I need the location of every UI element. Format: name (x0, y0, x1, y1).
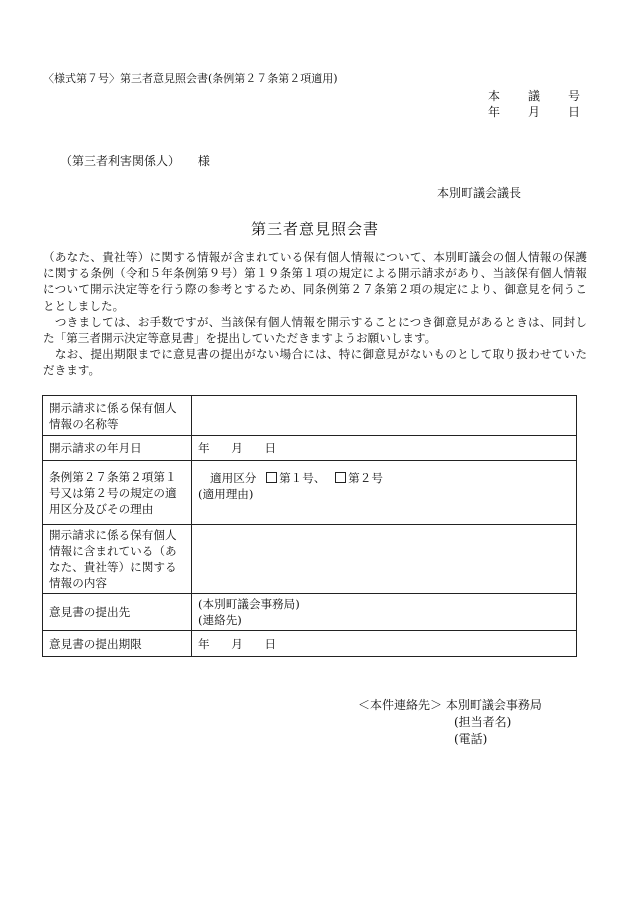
contact-heading: ＜本件連絡先＞ (358, 698, 443, 712)
table-label: 開示請求に係る保有個人情報に含まれている（あなた、貴社等）に関する情報の内容 (43, 525, 192, 594)
table-value (192, 461, 577, 525)
contact-person: (担当者名) (454, 715, 512, 729)
table-value: 年 月 日 (192, 631, 577, 657)
body-text (43, 249, 587, 379)
table-label: 開示請求に係る保有個人情報の名称等 (43, 396, 192, 436)
document-number-block (488, 88, 580, 120)
table-row (43, 525, 577, 594)
table-label: 意見書の提出先 (43, 594, 192, 631)
table-value (192, 525, 577, 594)
document-number-line: 本 議 号 (488, 89, 580, 103)
table-row (43, 461, 577, 525)
reason-line: (適用理由) (198, 486, 254, 501)
table-value: 年 月 日 (192, 436, 577, 461)
table-label: 意見書の提出期限 (43, 631, 192, 657)
recipient: （第三者利害関係人） 様 (60, 154, 210, 168)
contact-office: 本別町議会事務局 (445, 698, 542, 712)
document-title: 第三者意見照会書 (250, 220, 379, 238)
table-row (43, 631, 577, 657)
checkbox-icon[interactable] (266, 472, 277, 483)
table-label: 開示請求の年月日 (43, 436, 192, 461)
table-label: 条例第２７条第２項第１号又は第２号の規定の適用区分及びその理由 (43, 461, 192, 525)
kubun-line: 適用区分 第１号、 第２号 (210, 470, 383, 485)
form-number: 〈様式第７号〉第三者意見照会書(条例第２７条第２項適用) (43, 72, 338, 85)
table-value (192, 396, 577, 436)
checkbox-icon[interactable] (335, 472, 346, 483)
body-paragraph-3: なお、提出期限までに意見書の提出がない場合には、特に御意見がないものとして取り扱わせていただきます。 (43, 347, 587, 378)
table-row (43, 436, 577, 461)
info-table (42, 395, 577, 657)
sender: 本別町議会議長 (437, 186, 522, 200)
table-row (43, 594, 577, 631)
body-paragraph-1: （あなた、貴社等）に関する情報が含まれている保有個人情報について、本別町議会の個人情報の保護に関する条例（令和５年条例第９号）第１９条第１項の規定による開示請求があり、当該保有個人情報について開示決定等を行う際の参考とするため、同条例第２７条第２項の規定により、御意見を伺うこととしました。 (43, 250, 587, 313)
table-value: (本別町議会事務局) (連絡先) (192, 594, 577, 631)
contact-phone: (電話) (454, 732, 488, 746)
contact-block (358, 697, 542, 748)
document-date-line: 年 月 日 (488, 105, 580, 119)
table-row (43, 396, 577, 436)
body-paragraph-2: つきましては、お手数ですが、当該保有個人情報を開示することにつき御意見があるときは、同封した「第三者開示決定等意見書」を提出していただきますようお願いします。 (43, 314, 587, 346)
